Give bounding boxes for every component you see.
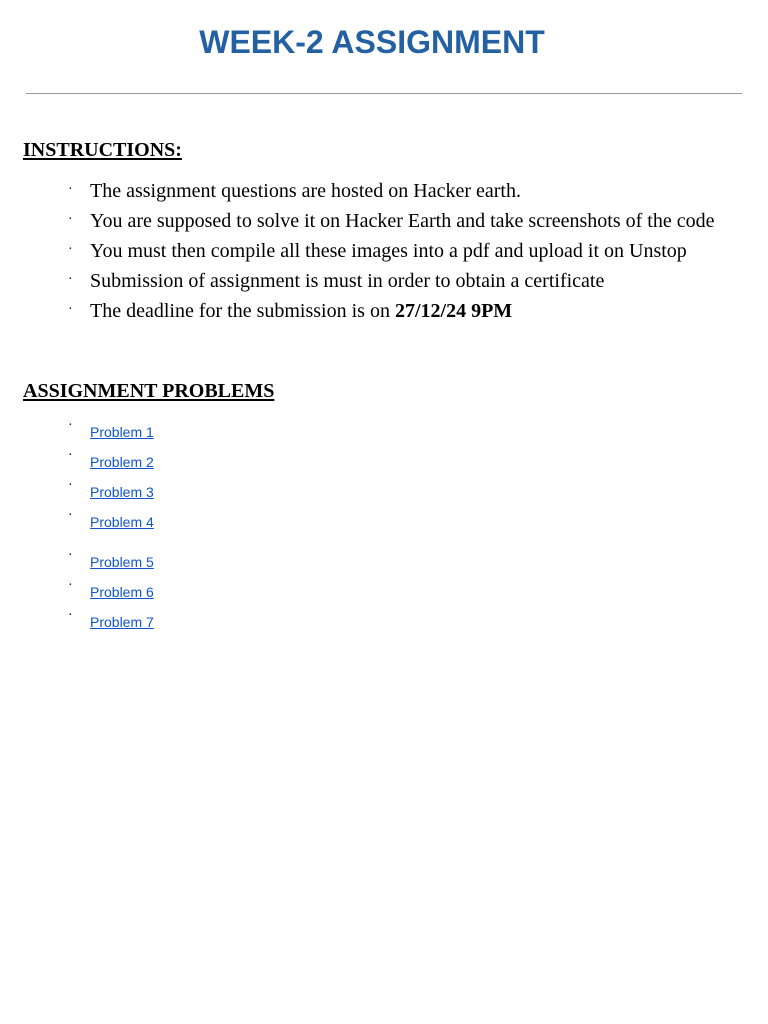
instructions-list (0, 176, 768, 326)
bullet-icon: · (68, 508, 73, 523)
bullet-icon: · (68, 608, 73, 623)
horizontal-divider (26, 93, 742, 94)
problem-item-4 (0, 510, 300, 534)
bullet-icon: · (68, 478, 73, 493)
problems-heading: ASSIGNMENT PROBLEMS (23, 380, 275, 402)
bullet-icon: · (68, 448, 73, 463)
document-title: WEEK-2 ASSIGNMENT (199, 24, 545, 60)
problem-item-6 (0, 580, 300, 604)
instructions-heading: INSTRUCTIONS: (23, 139, 182, 161)
problem-link-3[interactable]: Problem 3 (90, 484, 154, 500)
problem-item-7 (0, 610, 300, 634)
bullet-icon: · (68, 182, 73, 197)
instruction-item (0, 176, 768, 206)
instruction-text (90, 296, 512, 326)
problem-item-2 (0, 450, 300, 474)
instruction-text: You are supposed to solve it on Hacker Earth and take screenshots of the code (90, 210, 715, 232)
problem-link-5[interactable]: Problem 5 (90, 554, 154, 570)
instruction-text: You must then compile all these images into a pdf and upload it on Unstop (90, 240, 687, 262)
deadline-label: The deadline for the submission is on (90, 300, 395, 322)
problem-link-6[interactable]: Problem 6 (90, 584, 154, 600)
problem-link-2[interactable]: Problem 2 (90, 454, 154, 470)
bullet-icon: · (68, 212, 73, 227)
problem-link-1[interactable]: Problem 1 (90, 424, 154, 440)
bullet-icon: · (68, 418, 73, 433)
bullet-icon: · (68, 578, 73, 593)
instruction-item (0, 206, 768, 236)
instruction-text: The assignment questions are hosted on Hacker earth. (90, 180, 521, 202)
bullet-icon: · (68, 272, 73, 287)
bullet-icon: · (68, 548, 73, 563)
deadline-value: 27/12/24 9PM (394, 300, 513, 322)
instruction-item (0, 266, 768, 296)
problem-item-3 (0, 480, 300, 504)
problem-item-5 (0, 550, 300, 574)
instruction-item-deadline (0, 296, 768, 326)
bullet-icon: · (68, 302, 73, 317)
problem-link-4[interactable]: Problem 4 (90, 514, 154, 530)
bullet-icon: · (68, 242, 73, 257)
instruction-item (0, 236, 768, 266)
problem-link-7[interactable]: Problem 7 (90, 614, 154, 630)
problem-item-1 (0, 420, 300, 444)
instruction-text: Submission of assignment is must in order to obtain a certificate (90, 270, 605, 292)
